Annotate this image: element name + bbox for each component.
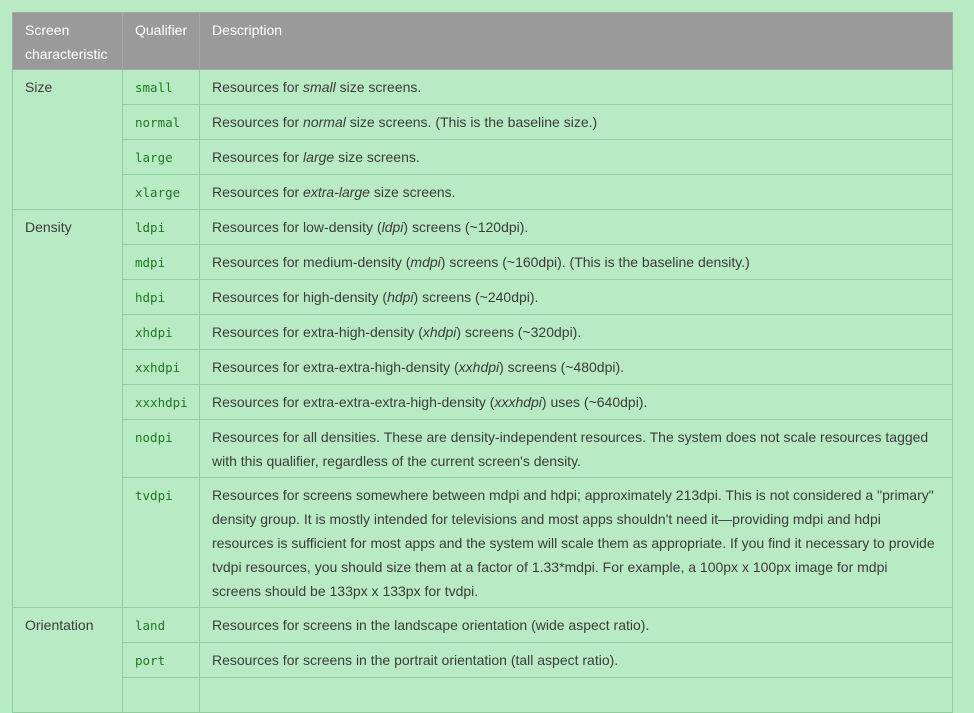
qualifier-cell: tvdpi xyxy=(123,478,200,608)
group-density: Density xyxy=(13,210,123,608)
qualifier-cell: mdpi xyxy=(123,245,200,280)
qualifier-cell xyxy=(123,678,200,713)
qualifier-cell: xlarge xyxy=(123,175,200,210)
table-row xyxy=(13,350,953,385)
description-cell: Resources for extra-extra-extra-high-density (xxxhdpi) uses (~640dpi). xyxy=(200,385,953,420)
header-qualifier: Qualifier xyxy=(123,13,200,70)
table-row xyxy=(13,678,953,713)
description-cell: Resources for normal size screens. (This is the baseline size.) xyxy=(200,105,953,140)
qualifier-cell: small xyxy=(123,70,200,105)
table-row xyxy=(13,315,953,350)
header-description: Description xyxy=(200,13,953,70)
header-screen-characteristic: Screen characteristic xyxy=(13,13,123,70)
qualifier-cell: large xyxy=(123,140,200,175)
description-cell: Resources for medium-density (mdpi) screens (~160dpi). (This is the baseline density.) xyxy=(200,245,953,280)
description-cell: Resources for low-density (ldpi) screens (~120dpi). xyxy=(200,210,953,245)
qualifier-cell: xxhdpi xyxy=(123,350,200,385)
description-cell: Resources for high-density (hdpi) screens (~240dpi). xyxy=(200,280,953,315)
qualifier-cell: land xyxy=(123,608,200,643)
qualifier-cell: xxxhdpi xyxy=(123,385,200,420)
table-row xyxy=(13,70,953,105)
description-cell: Resources for screens somewhere between mdpi and hdpi; approximately 213dpi. This is not considered a "primary" density group. It is mostly intended for televisions and most apps shouldn't need it—providing mdpi and hdpi resources is sufficient for most apps and the system will scale them as appropriate. If you find it necessary to provide tvdpi resources, you should size them at a factor of 1.33*mdpi. For example, a 100px x 100px image for mdpi screens should be 133px x 133px for tvdpi. xyxy=(200,478,953,608)
screen-qualifier-table xyxy=(12,12,953,713)
description-cell: Resources for all densities. These are density-independent resources. The system does not scale resources tagged with this qualifier, regardless of the current screen's density. xyxy=(200,420,953,478)
table-row xyxy=(13,175,953,210)
table-row xyxy=(13,608,953,643)
table-row xyxy=(13,643,953,678)
description-cell: Resources for screens in the portrait orientation (tall aspect ratio). xyxy=(200,643,953,678)
group-orientation: Orientation xyxy=(13,608,123,713)
table-row xyxy=(13,140,953,175)
qualifier-cell: normal xyxy=(123,105,200,140)
description-cell: Resources for screens in the landscape orientation (wide aspect ratio). xyxy=(200,608,953,643)
table-row xyxy=(13,280,953,315)
qualifier-cell: xhdpi xyxy=(123,315,200,350)
table-row xyxy=(13,245,953,280)
description-cell: Resources for small size screens. xyxy=(200,70,953,105)
table-row xyxy=(13,385,953,420)
qualifier-cell: ldpi xyxy=(123,210,200,245)
group-size: Size xyxy=(13,70,123,210)
table-header-row xyxy=(13,13,953,70)
description-cell xyxy=(200,678,953,713)
description-cell: Resources for extra-large size screens. xyxy=(200,175,953,210)
description-cell: Resources for extra-high-density (xhdpi) screens (~320dpi). xyxy=(200,315,953,350)
qualifier-cell: nodpi xyxy=(123,420,200,478)
table-row xyxy=(13,478,953,608)
description-cell: Resources for large size screens. xyxy=(200,140,953,175)
description-cell: Resources for extra-extra-high-density (xxhdpi) screens (~480dpi). xyxy=(200,350,953,385)
table-row xyxy=(13,210,953,245)
table-row xyxy=(13,420,953,478)
qualifier-table-container xyxy=(12,12,952,713)
qualifier-cell: port xyxy=(123,643,200,678)
table-row xyxy=(13,105,953,140)
qualifier-cell: hdpi xyxy=(123,280,200,315)
